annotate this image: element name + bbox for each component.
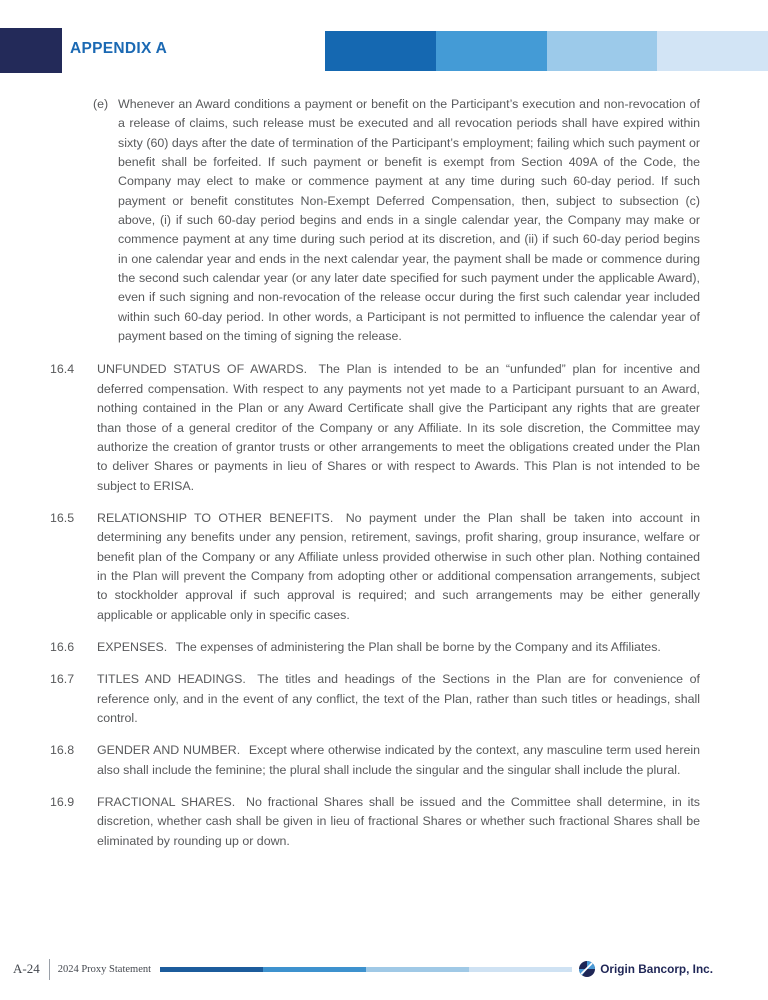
section-text	[97, 360, 700, 495]
page-footer	[13, 954, 713, 984]
section-number: 16.5	[50, 510, 75, 525]
section-heading: UNFUNDED STATUS OF AWARDS.	[97, 362, 308, 377]
section-heading: GENDER AND NUMBER.	[97, 743, 241, 758]
section-text	[97, 741, 700, 780]
footer-gradient-bar	[160, 967, 572, 972]
header-bar-segment	[547, 31, 658, 71]
section-paragraph: No payment under the Plan shall be taken into account in determining any benefits under any pension, retirement, savings, profit sharing, group insurance, welfare or benefit plan of the Company or any Affiliate unless provided otherwise in such other plan. Nothing contained in the Plan will prevent the Company from adopting other or additional compensation arrangements, subject to stockholder approval if such approval is required; and such arrangements may be either generally applicable or applicable only in specific cases.	[97, 510, 700, 622]
footer-bar-segment	[366, 967, 469, 972]
section-text	[97, 638, 700, 657]
section-text	[97, 509, 700, 625]
header-gradient-bar	[325, 31, 768, 71]
section-16-7	[50, 670, 700, 728]
section-heading: TITLES AND HEADINGS.	[97, 672, 246, 687]
section-number: 16.7	[50, 672, 75, 687]
section-heading: EXPENSES.	[97, 639, 168, 654]
section-paragraph: Except where otherwise indicated by the context, any masculine term used herein also shall include the feminine; the plural shall include the singular and the singular shall include the plural.	[97, 743, 700, 777]
footer-document-name: 2024 Proxy Statement	[57, 963, 152, 975]
header-bar-segment	[436, 31, 547, 71]
subsection-text: Whenever an Award conditions a payment or benefit on the Participant’s execution and non-revocation of a release of claims, such release must be executed and all revocation periods shall have expired within sixty (60) days after the date of termination of the Participant’s employment; failing which such payment or benefit shall be forfeited. If such payment or benefit is exempt from Section 409A of the Code, the Company may elect to make or commence payment at any time during such 60-day period. If such payment or benefit constitutes Non-Exempt Deferred Compensation, then, subject to subsection (c) above, (i) if such 60-day period begins and ends in a single calendar year, the Company may make or commence payment at any time during such period at its discretion, and (ii) if such 60-day period begins in one calendar year and ends in the next calendar year, the payment shall be made or commence during the second such calendar year (or any later date specified for such payment under the applicable Award), even if such signing and non-revocation of the release occur during the first such calendar year included within such 60-day period. In other words, a Participant is not permitted to influence the calendar year of payment based on the timing of signing the release.	[118, 97, 700, 344]
subsection-e	[50, 95, 700, 346]
section-paragraph: No fractional Shares shall be issued and the Committee shall determine, in its discretion, whether cash shall be given in lieu of fractional Shares or whether such fractional Shares shall be eliminated by rounding up or down.	[97, 795, 700, 848]
section-16-5	[50, 509, 700, 625]
section-heading: FRACTIONAL SHARES.	[97, 795, 236, 809]
section-text	[97, 793, 700, 851]
header-bar-segment	[325, 31, 436, 71]
section-16-6	[50, 638, 700, 657]
subsection-marker: (e)	[93, 97, 109, 111]
document-body	[50, 95, 700, 864]
section-paragraph: The expenses of administering the Plan shall be borne by the Company and its Affiliates.	[175, 639, 661, 654]
header-accent-square	[0, 28, 62, 73]
section-number: 16.4	[50, 362, 75, 377]
footer-bar-segment	[263, 967, 366, 972]
section-16-9	[50, 793, 700, 851]
footer-divider	[49, 959, 50, 980]
footer-bar-segment	[160, 967, 263, 972]
footer-company-name: Origin Bancorp, Inc.	[600, 962, 713, 976]
section-16-8	[50, 741, 700, 780]
footer-page-number: A-24	[13, 961, 40, 976]
section-number: 16.6	[50, 639, 75, 654]
section-heading: RELATIONSHIP TO OTHER BENEFITS.	[97, 510, 334, 525]
header-bar-segment	[657, 31, 768, 71]
section-number: 16.9	[50, 795, 75, 809]
section-16-4	[50, 360, 700, 495]
section-text	[97, 670, 700, 728]
section-number: 16.8	[50, 743, 75, 758]
footer-bar-segment	[469, 967, 572, 972]
section-paragraph: The Plan is intended to be an “unfunded” plan for incentive and deferred compensation. With respect to any payments not yet made to a Participant pursuant to an Award, nothing contained in the Plan or any Award Certificate shall give the Participant any rights that are greater than those of a general creditor of the Company or any Affiliate. In its sole discretion, the Committee may authorize the creation of grantor trusts or other arrangements to meet the obligations created under the Plan to deliver Shares or payments in lieu of Shares or with respect to Awards. This Plan is not intended to be subject to ERISA.	[97, 362, 700, 493]
page-title: APPENDIX A	[70, 40, 168, 57]
origin-bancorp-logo-icon	[579, 961, 595, 977]
section-paragraph: The titles and headings of the Sections in the Plan are for convenience of reference only, and in the event of any conflict, the text of the Plan, rather than such titles or headings, shall control.	[97, 672, 700, 725]
